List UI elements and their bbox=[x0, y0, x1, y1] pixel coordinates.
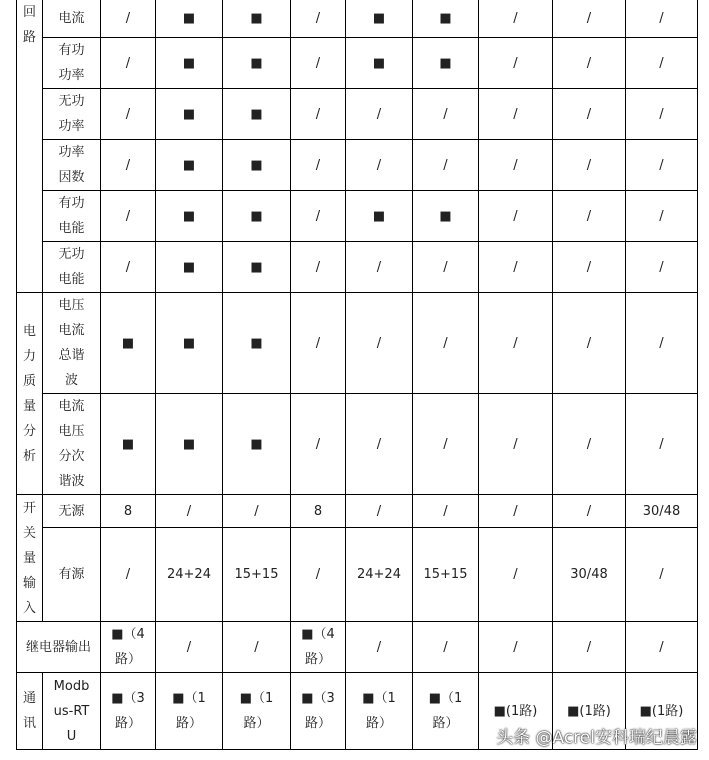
table-cell bbox=[101, 394, 156, 495]
table-cell bbox=[156, 394, 223, 495]
table-cell bbox=[479, 38, 553, 89]
cell-value: / bbox=[186, 503, 192, 519]
table-cell bbox=[553, 495, 626, 528]
table-cell bbox=[223, 622, 291, 673]
table-cell bbox=[553, 38, 626, 89]
row-label bbox=[43, 38, 101, 89]
table-cell bbox=[479, 89, 553, 140]
feature-comparison-table bbox=[16, 0, 698, 750]
cell-value: / bbox=[659, 436, 664, 452]
cell-value: / bbox=[125, 11, 131, 26]
cell-value: ■（3路） bbox=[111, 691, 145, 731]
table-cell bbox=[156, 140, 223, 191]
cell-value: / bbox=[443, 639, 448, 655]
cell-value: / bbox=[443, 106, 448, 122]
row-label bbox=[43, 140, 101, 191]
table-cell bbox=[626, 242, 698, 293]
cell-value: ■ bbox=[182, 11, 196, 26]
table-cell bbox=[346, 293, 413, 394]
cell-value: ■ bbox=[250, 208, 263, 224]
row-label-text: 电流电压分次谐波 bbox=[58, 399, 85, 489]
cell-value: / bbox=[315, 157, 321, 173]
cell-value: 30/48 bbox=[570, 567, 608, 582]
row-label-text: 继电器输出 bbox=[25, 639, 91, 655]
row-label bbox=[43, 242, 101, 293]
cell-value: / bbox=[513, 567, 518, 582]
table-cell bbox=[223, 89, 291, 140]
table-cell bbox=[346, 495, 413, 528]
cell-value: / bbox=[443, 335, 448, 351]
table-cell bbox=[291, 0, 346, 38]
cell-value: / bbox=[315, 106, 321, 122]
cell-value: / bbox=[125, 567, 131, 582]
cell-value: ■（1路） bbox=[428, 691, 463, 731]
cell-value: / bbox=[513, 55, 518, 71]
table-cell bbox=[291, 293, 346, 394]
table-cell bbox=[101, 140, 156, 191]
cell-value: / bbox=[376, 639, 382, 655]
table-cell bbox=[291, 140, 346, 191]
group-label-text: 开关量输入 bbox=[22, 500, 36, 616]
cell-value: / bbox=[586, 503, 592, 519]
table-row bbox=[17, 242, 698, 293]
table-cell bbox=[413, 394, 479, 495]
table-cell bbox=[291, 191, 346, 242]
table-cell bbox=[223, 191, 291, 242]
table-cell bbox=[101, 38, 156, 89]
cell-value: / bbox=[315, 259, 321, 275]
cell-value: / bbox=[443, 436, 448, 452]
table-cell bbox=[413, 495, 479, 528]
table-cell bbox=[101, 242, 156, 293]
cell-value: / bbox=[376, 436, 382, 452]
table-row bbox=[17, 293, 698, 394]
cell-value: / bbox=[513, 208, 518, 224]
cell-value: ■ bbox=[250, 55, 263, 71]
table-cell bbox=[626, 89, 698, 140]
table-cell bbox=[479, 191, 553, 242]
group-label bbox=[17, 673, 43, 750]
table-cell bbox=[413, 528, 479, 622]
table-cell bbox=[156, 622, 223, 673]
cell-value: / bbox=[443, 157, 448, 173]
cell-value: / bbox=[254, 503, 259, 519]
table-cell bbox=[156, 673, 223, 750]
row-label-text: 电压电流总谐波 bbox=[58, 298, 85, 388]
table-cell bbox=[626, 394, 698, 495]
table-cell bbox=[223, 495, 291, 528]
table-row bbox=[17, 140, 698, 191]
table-cell bbox=[413, 293, 479, 394]
table-cell bbox=[626, 191, 698, 242]
table-cell bbox=[413, 38, 479, 89]
cell-value: 8 bbox=[123, 503, 133, 519]
cell-value: / bbox=[443, 503, 448, 519]
table-cell bbox=[626, 0, 698, 38]
table-cell bbox=[479, 394, 553, 495]
table-cell bbox=[156, 89, 223, 140]
table-cell bbox=[626, 528, 698, 622]
cell-value: 8 bbox=[313, 503, 323, 519]
row-label-text: 有源 bbox=[58, 567, 85, 582]
table-cell bbox=[223, 38, 291, 89]
table-row bbox=[17, 191, 698, 242]
cell-value: / bbox=[376, 335, 382, 351]
table-cell bbox=[479, 0, 553, 38]
group-label bbox=[17, 495, 43, 622]
table-row bbox=[17, 89, 698, 140]
cell-value: ■ bbox=[182, 55, 196, 71]
table-cell bbox=[346, 89, 413, 140]
cell-value: / bbox=[513, 259, 518, 275]
cell-value: ■ bbox=[372, 208, 386, 224]
table-cell bbox=[156, 293, 223, 394]
cell-value: ■ bbox=[182, 436, 196, 452]
cell-value: / bbox=[659, 567, 664, 582]
table-cell bbox=[291, 242, 346, 293]
table-cell bbox=[553, 140, 626, 191]
table-cell bbox=[479, 528, 553, 622]
row-label bbox=[43, 293, 101, 394]
row-label bbox=[17, 622, 101, 673]
cell-value: ■ bbox=[250, 259, 263, 275]
table-cell bbox=[101, 89, 156, 140]
table-cell bbox=[553, 528, 626, 622]
cell-value: ■(1路) bbox=[567, 703, 611, 719]
cell-value: / bbox=[315, 436, 321, 452]
table-cell bbox=[479, 293, 553, 394]
cell-value: / bbox=[659, 157, 664, 173]
cell-value: / bbox=[254, 639, 259, 655]
table-cell bbox=[479, 495, 553, 528]
cell-value: / bbox=[659, 259, 664, 275]
table-cell bbox=[346, 0, 413, 38]
table-cell bbox=[413, 242, 479, 293]
table-cell bbox=[626, 622, 698, 673]
table-cell bbox=[553, 293, 626, 394]
row-label bbox=[43, 191, 101, 242]
cell-value: ■（3路） bbox=[301, 691, 335, 731]
table-cell bbox=[553, 622, 626, 673]
table-cell bbox=[346, 242, 413, 293]
cell-value: / bbox=[659, 106, 664, 122]
table-cell bbox=[346, 394, 413, 495]
cell-value: / bbox=[315, 335, 321, 351]
cell-value: ■ bbox=[250, 436, 263, 452]
cell-value: / bbox=[513, 436, 518, 452]
cell-value: 24+24 bbox=[167, 567, 211, 582]
table-cell bbox=[223, 140, 291, 191]
cell-value: / bbox=[186, 639, 192, 655]
cell-value: ■ bbox=[121, 335, 135, 351]
row-label-text: 无功电能 bbox=[58, 247, 85, 287]
row-label-text: 有功功率 bbox=[58, 43, 85, 83]
table-cell bbox=[223, 673, 291, 750]
cell-value: ■ bbox=[182, 157, 196, 173]
cell-value: ■（4路） bbox=[111, 627, 145, 667]
table-cell bbox=[413, 622, 479, 673]
table-cell bbox=[346, 191, 413, 242]
table-cell bbox=[553, 89, 626, 140]
table-cell bbox=[101, 0, 156, 38]
cell-value: / bbox=[315, 11, 321, 26]
cell-value: ■ bbox=[250, 11, 263, 26]
table-cell bbox=[291, 38, 346, 89]
cell-value: / bbox=[586, 11, 592, 26]
cell-value: ■ bbox=[121, 436, 135, 452]
table-cell bbox=[223, 0, 291, 38]
row-label bbox=[43, 0, 101, 38]
cell-value: 30/48 bbox=[642, 503, 681, 519]
row-label bbox=[43, 394, 101, 495]
cell-value: 15+15 bbox=[234, 567, 279, 582]
cell-value: ■ bbox=[439, 11, 452, 26]
group-label bbox=[17, 0, 43, 293]
table-cell bbox=[223, 242, 291, 293]
table-cell bbox=[626, 495, 698, 528]
table-cell bbox=[553, 394, 626, 495]
cell-value: / bbox=[586, 639, 592, 655]
table-cell bbox=[346, 622, 413, 673]
cell-value: ■（1路） bbox=[362, 691, 396, 731]
cell-value: ■ bbox=[439, 208, 452, 224]
table-cell bbox=[553, 191, 626, 242]
table-cell bbox=[291, 528, 346, 622]
row-label-text: 功率因数 bbox=[58, 145, 85, 185]
group-label-text: 回路 bbox=[22, 5, 36, 45]
cell-value: / bbox=[125, 208, 131, 224]
cell-value: ■ bbox=[250, 335, 263, 351]
cell-value: / bbox=[513, 11, 518, 26]
table-cell bbox=[156, 495, 223, 528]
cell-value: / bbox=[443, 259, 448, 275]
cell-value: / bbox=[376, 106, 382, 122]
cell-value: ■（1路） bbox=[239, 691, 274, 731]
cell-value: ■ bbox=[439, 55, 452, 71]
cell-value: ■ bbox=[372, 11, 386, 26]
table-row bbox=[17, 622, 698, 673]
cell-value: / bbox=[513, 106, 518, 122]
cell-value: / bbox=[125, 55, 131, 71]
cell-value: / bbox=[586, 106, 592, 122]
table-cell bbox=[291, 673, 346, 750]
table-cell bbox=[413, 140, 479, 191]
row-label bbox=[43, 495, 101, 528]
table-cell bbox=[346, 140, 413, 191]
row-label bbox=[43, 528, 101, 622]
cell-value: ■(1路) bbox=[493, 703, 538, 719]
cell-value: / bbox=[315, 55, 321, 71]
table-row bbox=[17, 495, 698, 528]
cell-value: / bbox=[315, 567, 321, 582]
table-cell bbox=[626, 38, 698, 89]
cell-value: / bbox=[586, 157, 592, 173]
table-cell bbox=[553, 0, 626, 38]
table-cell bbox=[223, 293, 291, 394]
table-cell bbox=[156, 38, 223, 89]
table-cell bbox=[346, 673, 413, 750]
table-cell bbox=[291, 89, 346, 140]
cell-value: ■ bbox=[372, 55, 386, 71]
cell-value: / bbox=[586, 55, 592, 71]
cell-value: / bbox=[659, 55, 664, 71]
cell-value: / bbox=[125, 259, 131, 275]
cell-value: / bbox=[586, 259, 592, 275]
cell-value: ■ bbox=[182, 106, 196, 122]
table-cell bbox=[346, 528, 413, 622]
row-label bbox=[43, 89, 101, 140]
cell-value: / bbox=[659, 639, 664, 655]
table-cell bbox=[479, 140, 553, 191]
table-cell bbox=[553, 242, 626, 293]
table-cell bbox=[479, 242, 553, 293]
cell-value: / bbox=[125, 157, 131, 173]
cell-value: ■ bbox=[250, 157, 263, 173]
cell-value: 24+24 bbox=[357, 567, 401, 582]
row-label-text: 有功电能 bbox=[58, 196, 85, 236]
row-label-text: 无功功率 bbox=[58, 94, 85, 134]
table-cell bbox=[291, 622, 346, 673]
table-cell bbox=[291, 394, 346, 495]
cell-value: ■ bbox=[182, 259, 196, 275]
cell-value: / bbox=[513, 503, 518, 519]
table-cell bbox=[156, 528, 223, 622]
cell-value: ■(1路) bbox=[639, 703, 684, 719]
cell-value: / bbox=[659, 335, 664, 351]
group-label-text: 电力质量分析 bbox=[22, 323, 36, 464]
cell-value: / bbox=[586, 208, 592, 224]
table-cell bbox=[156, 191, 223, 242]
row-label bbox=[43, 673, 101, 750]
table-cell bbox=[101, 673, 156, 750]
cell-value: / bbox=[659, 11, 664, 26]
table-cell bbox=[413, 673, 479, 750]
group-label bbox=[17, 293, 43, 495]
table-cell bbox=[346, 38, 413, 89]
table-cell bbox=[223, 394, 291, 495]
row-label-text: Modbus-RTU bbox=[53, 678, 90, 744]
table-cell bbox=[101, 495, 156, 528]
table-cell bbox=[101, 528, 156, 622]
table-cell bbox=[413, 89, 479, 140]
table-cell bbox=[156, 0, 223, 38]
cell-value: / bbox=[513, 639, 518, 655]
table-cell bbox=[156, 242, 223, 293]
cell-value: / bbox=[586, 335, 592, 351]
table-row bbox=[17, 0, 698, 38]
watermark: 头条 @Acrel安科瑞纪晨露 bbox=[496, 728, 697, 748]
cell-value: / bbox=[376, 259, 382, 275]
cell-value: ■ bbox=[182, 208, 196, 224]
table-cell bbox=[101, 191, 156, 242]
cell-value: ■ bbox=[250, 106, 263, 122]
cell-value: / bbox=[315, 208, 321, 224]
cell-value: / bbox=[513, 335, 518, 351]
cell-value: / bbox=[376, 503, 382, 519]
table-cell bbox=[413, 0, 479, 38]
table-cell bbox=[223, 528, 291, 622]
table-cell bbox=[626, 293, 698, 394]
table-row bbox=[17, 528, 698, 622]
cell-value: 15+15 bbox=[423, 567, 468, 582]
row-label-text: 电流 bbox=[58, 11, 85, 26]
cell-value: ■（4路） bbox=[301, 627, 335, 667]
table-cell bbox=[101, 622, 156, 673]
table-cell bbox=[626, 140, 698, 191]
cell-value: / bbox=[376, 157, 382, 173]
table-cell bbox=[291, 495, 346, 528]
table-row bbox=[17, 38, 698, 89]
cell-value: / bbox=[513, 157, 518, 173]
cell-value: / bbox=[659, 208, 664, 224]
table-cell bbox=[479, 622, 553, 673]
table-cell bbox=[101, 293, 156, 394]
group-label-text: 通讯 bbox=[22, 691, 36, 731]
cell-value: / bbox=[125, 106, 131, 122]
table-cell bbox=[413, 191, 479, 242]
row-label-text: 无源 bbox=[58, 503, 85, 519]
cell-value: ■（1路） bbox=[172, 691, 206, 731]
cell-value: / bbox=[586, 436, 592, 452]
cell-value: ■ bbox=[182, 335, 196, 351]
table-row bbox=[17, 394, 698, 495]
